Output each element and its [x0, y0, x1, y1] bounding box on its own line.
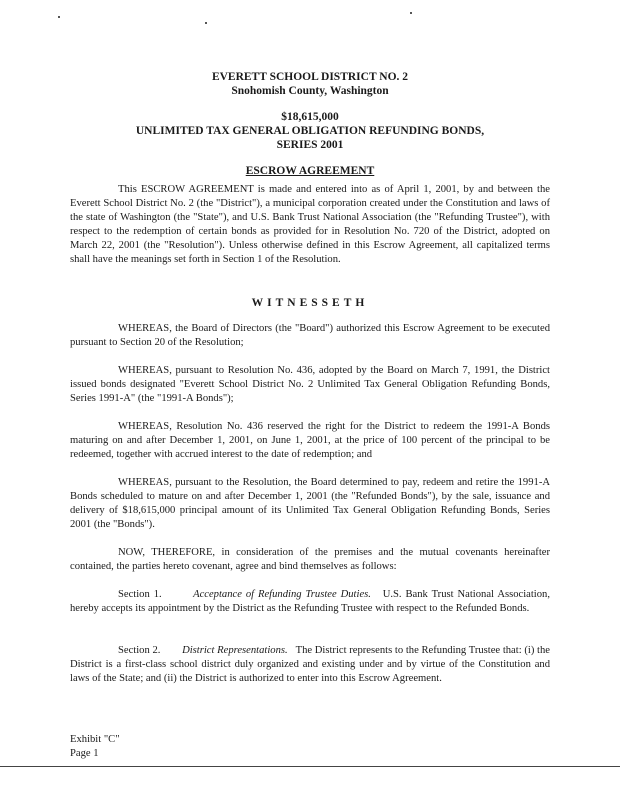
- whereas-paragraph: WHEREAS, pursuant to Resolution No. 436, adopted by the Board on March 7, 1991, the District issued bonds designated "Everett School District No. 2 Unlimited Tax General Obligation Refunding Bonds, Series 1991-A" (the "1991-A Bonds");: [70, 364, 550, 404]
- county-name: Snohomish County, Washington: [231, 85, 389, 97]
- document-title: [0, 164, 620, 178]
- page-number: Page 1: [70, 748, 99, 759]
- bond-amount: $18,615,000: [281, 111, 339, 123]
- section-heading: District Representations.: [182, 644, 288, 656]
- scan-speck: [205, 22, 207, 24]
- scan-speck: [410, 12, 412, 14]
- whereas-paragraph: WHEREAS, Resolution No. 436 reserved the right for the District to redeem the 1991-A Bonds maturing on and after December 1, 2001, on June 1, 2001, at the price of 100 percent of the principal to be redeemed, together with accrued interest to the date of redemption; and: [70, 420, 550, 460]
- witnesseth-heading: WITNESSETH: [251, 297, 369, 309]
- section-paragraph: [70, 644, 550, 686]
- escrow-agreement-title: ESCROW AGREEMENT: [245, 165, 375, 177]
- scan-speck: [58, 16, 60, 18]
- bond-series: SERIES 2001: [276, 139, 344, 151]
- section-number: Section 1.: [118, 588, 162, 600]
- scan-edge-line: [0, 766, 620, 767]
- section-text: U.S. Bank Trust National Association, hereby accepts its appointment by the District as the Refunding Trustee with respect to the Refunded Bonds.: [70, 588, 550, 614]
- whereas-paragraph: WHEREAS, pursuant to the Resolution, the Board determined to pay, redeem and retire the 1991-A Bonds scheduled to mature on and after December 1, 2001 (the "Refunded Bonds"), by the sale, issuance and delivery of $18,615,000 principal amount of its Unlimited Tax General Obligation Refunding Bonds, Series 2001 (the "Bonds").: [70, 476, 550, 530]
- exhibit-label: Exhibit "C": [70, 734, 120, 745]
- bond-title: UNLIMITED TAX GENERAL OBLIGATION REFUNDING BONDS,: [135, 125, 485, 137]
- section-paragraph: [70, 588, 550, 616]
- now-therefore-paragraph: NOW, THEREFORE, in consideration of the premises and the mutual covenants hereinafter contained, the parties hereto covenant, agree and bind themselves as follows:: [70, 546, 550, 572]
- document-header: [0, 70, 620, 98]
- bond-title-block: [0, 110, 620, 152]
- whereas-paragraph: WHEREAS, the Board of Directors (the "Board") authorized this Escrow Agreement to be executed pursuant to Section 20 of the Resolution;: [70, 322, 550, 348]
- district-name: EVERETT SCHOOL DISTRICT NO. 2: [211, 71, 409, 83]
- section-number: Section 2.: [118, 644, 161, 656]
- intro-paragraph: This ESCROW AGREEMENT is made and entered into as of April 1, 2001, by and between the Everett School District No. 2 (the "District"), a municipal corporation created under the Constitution and laws of the state of Washington (the "State"), and U.S. Bank Trust National Association (the "Refunding Trustee"), with respect to the redemption of certain bonds as provided for in Resolution No. 720 of the District, adopted on March 22, 2001 (the "Resolution"). Unless otherwise defined in this Escrow Agreement, all capitalized terms shall have the meanings set forth in Section 1 of the Resolution.: [70, 183, 550, 265]
- page-footer: [70, 733, 120, 761]
- section-text: The District represents to the Refunding Trustee that: (i) the District is a first-class school district duly organized and existing under and by virtue of the Constitution and laws of the State; and (ii) the District is authorized to enter into this Escrow Agreement.: [70, 644, 550, 684]
- section-heading: Acceptance of Refunding Trustee Duties.: [193, 588, 371, 600]
